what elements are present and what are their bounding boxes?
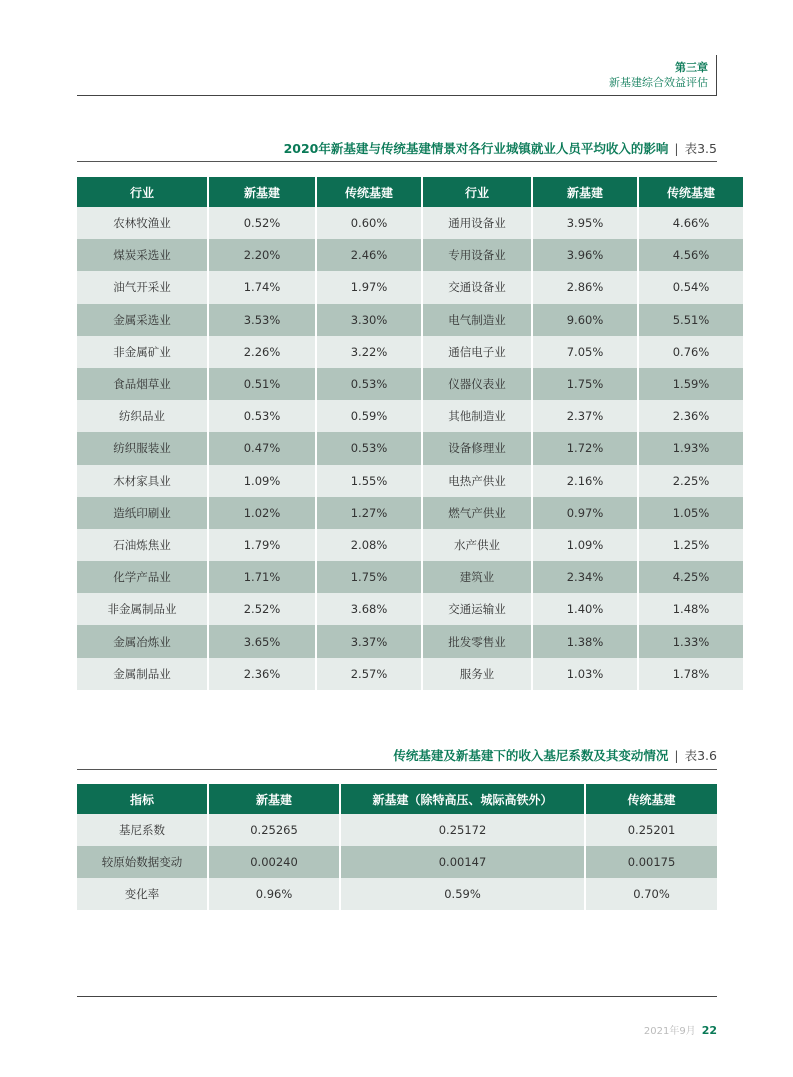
table1-cell: 2.08% (316, 529, 422, 561)
table2-cell: 0.00240 (208, 846, 340, 878)
table1-cell: 3.96% (532, 239, 638, 271)
table2-row (77, 814, 717, 846)
footer (644, 1022, 717, 1037)
table1-header-row (77, 177, 743, 207)
table1-cell: 0.54% (638, 271, 743, 303)
table2-col-header: 指标 (77, 784, 208, 814)
table1-cell: 金属采选业 (77, 304, 208, 336)
table1-cell: 2.20% (208, 239, 316, 271)
table2 (77, 784, 717, 910)
table1-cell: 0.53% (208, 400, 316, 432)
table1-cell: 批发零售业 (422, 625, 532, 657)
table1-cell: 纺织品业 (77, 400, 208, 432)
table1-cell: 1.74% (208, 271, 316, 303)
table1-col-header: 传统基建 (638, 177, 743, 207)
table2-row (77, 878, 717, 910)
table1-cell: 0.97% (532, 497, 638, 529)
table1-cell: 非金属制品业 (77, 593, 208, 625)
table1-cell: 7.05% (532, 336, 638, 368)
table2-number: 表3.6 (684, 748, 717, 763)
table1-cell: 3.68% (316, 593, 422, 625)
table1-cell: 4.66% (638, 207, 743, 239)
table1-cell: 电气制造业 (422, 304, 532, 336)
table1-col-header: 新基建 (208, 177, 316, 207)
table2-cell: 0.59% (340, 878, 585, 910)
table1-cell: 金属制品业 (77, 658, 208, 690)
table1-cell: 2.36% (208, 658, 316, 690)
table1-cell: 燃气产供业 (422, 497, 532, 529)
table1-cell: 1.75% (532, 368, 638, 400)
table1-cell: 水产供业 (422, 529, 532, 561)
table1-cell: 食品烟草业 (77, 368, 208, 400)
table2-cell: 0.70% (585, 878, 717, 910)
table1-cell: 1.72% (532, 432, 638, 464)
table2-title: 传统基建及新基建下的收入基尼系数及其变动情况 (393, 748, 669, 763)
table1-cell: 4.25% (638, 561, 743, 593)
table1-cell: 0.47% (208, 432, 316, 464)
table1-row (77, 400, 743, 432)
table1-row (77, 593, 743, 625)
header-vertical-bar (716, 55, 717, 95)
table1-caption-separator: | (674, 141, 679, 156)
table1-cell: 2.34% (532, 561, 638, 593)
table1-caption-rule (77, 161, 717, 162)
table1-cell: 0.60% (316, 207, 422, 239)
table1-cell: 3.30% (316, 304, 422, 336)
table1-cell: 1.38% (532, 625, 638, 657)
footer-date: 2021年9月 (643, 1026, 696, 1037)
table1-col-header: 行业 (77, 177, 208, 207)
table1-cell: 1.03% (532, 658, 638, 690)
table1-cell: 2.46% (316, 239, 422, 271)
table1-cell: 1.93% (638, 432, 743, 464)
table1-cell: 木材家具业 (77, 465, 208, 497)
table1-cell: 3.65% (208, 625, 316, 657)
table1-cell: 1.59% (638, 368, 743, 400)
table1-cell: 2.37% (532, 400, 638, 432)
page-number: 22 (701, 1024, 717, 1037)
table1-row (77, 239, 743, 271)
table1-cell: 0.51% (208, 368, 316, 400)
table1-cell: 石油炼焦业 (77, 529, 208, 561)
table1-col-header: 传统基建 (316, 177, 422, 207)
header-rule (77, 95, 717, 96)
table1-cell: 4.56% (638, 239, 743, 271)
table1-cell: 2.57% (316, 658, 422, 690)
table1-cell: 5.51% (638, 304, 743, 336)
chapter-label: 第三章 (675, 61, 708, 74)
table1-cell: 金属冶炼业 (77, 625, 208, 657)
table1-cell: 1.33% (638, 625, 743, 657)
table1-cell: 3.22% (316, 336, 422, 368)
table1-cell: 油气开采业 (77, 271, 208, 303)
chapter-subtitle: 新基建综合效益评估 (609, 76, 708, 89)
table2-cell: 0.00147 (340, 846, 585, 878)
table1-cell: 交通设备业 (422, 271, 532, 303)
table1-cell: 设备修理业 (422, 432, 532, 464)
table1-cell: 0.76% (638, 336, 743, 368)
table1-cell: 仪器仪表业 (422, 368, 532, 400)
table1-cell: 通信电子业 (422, 336, 532, 368)
table1-col-header: 行业 (422, 177, 532, 207)
table2-caption-rule (77, 769, 717, 770)
table1-row (77, 497, 743, 529)
table1-cell: 化学产品业 (77, 561, 208, 593)
table1-cell: 通用设备业 (422, 207, 532, 239)
table2-col-header: 新基建（除特高压、城际高铁外） (340, 784, 585, 814)
table1-cell: 1.05% (638, 497, 743, 529)
table1-cell: 0.52% (208, 207, 316, 239)
table2-cell: 0.25172 (340, 814, 585, 846)
table1-cell: 其他制造业 (422, 400, 532, 432)
table1-cell: 3.53% (208, 304, 316, 336)
table1-cell: 2.52% (208, 593, 316, 625)
table1-title: 2020年新基建与传统基建情景对各行业城镇就业人员平均收入的影响 (283, 141, 669, 156)
table2-row (77, 846, 717, 878)
table1-cell: 交通运输业 (422, 593, 532, 625)
table1-cell: 1.09% (532, 529, 638, 561)
table1-cell: 电热产供业 (422, 465, 532, 497)
table1-cell: 1.78% (638, 658, 743, 690)
table1-cell: 1.25% (638, 529, 743, 561)
table1-row (77, 529, 743, 561)
table1-cell: 2.36% (638, 400, 743, 432)
table1-cell: 1.97% (316, 271, 422, 303)
table1-cell: 非金属矿业 (77, 336, 208, 368)
table2-col-header: 传统基建 (585, 784, 717, 814)
table1-cell: 0.59% (316, 400, 422, 432)
table1-cell: 造纸印刷业 (77, 497, 208, 529)
table1 (77, 177, 743, 690)
table1-cell: 专用设备业 (422, 239, 532, 271)
table1-cell: 1.40% (532, 593, 638, 625)
table1-cell: 1.75% (316, 561, 422, 593)
table1-row (77, 561, 743, 593)
table1-cell: 煤炭采选业 (77, 239, 208, 271)
table1-cell: 2.16% (532, 465, 638, 497)
table1-cell: 2.25% (638, 465, 743, 497)
table1-cell: 3.37% (316, 625, 422, 657)
table1-cell: 1.02% (208, 497, 316, 529)
table1-row (77, 432, 743, 464)
table1-row (77, 465, 743, 497)
table1-cell: 2.26% (208, 336, 316, 368)
table1-col-header: 新基建 (532, 177, 638, 207)
table1-cell: 0.53% (316, 368, 422, 400)
table1-row (77, 368, 743, 400)
table1-cell: 1.09% (208, 465, 316, 497)
table2-header-row (77, 784, 717, 814)
table1-row (77, 336, 743, 368)
table1-cell: 0.53% (316, 432, 422, 464)
table2-cell: 0.25201 (585, 814, 717, 846)
table1-cell: 1.55% (316, 465, 422, 497)
table1-number: 表3.5 (684, 141, 717, 156)
table1-caption (284, 139, 717, 157)
footer-rule (77, 996, 717, 997)
table1-row (77, 304, 743, 336)
table1-cell: 农林牧渔业 (77, 207, 208, 239)
table1-cell: 纺织服装业 (77, 432, 208, 464)
table2-cell: 0.96% (208, 878, 340, 910)
table2-cell: 0.25265 (208, 814, 340, 846)
table1-row (77, 271, 743, 303)
table2-cell: 变化率 (77, 878, 208, 910)
table1-cell: 服务业 (422, 658, 532, 690)
table2-cell: 较原始数据变动 (77, 846, 208, 878)
table1-cell: 3.95% (532, 207, 638, 239)
table1-cell: 9.60% (532, 304, 638, 336)
table1-cell: 1.27% (316, 497, 422, 529)
table1-cell: 1.79% (208, 529, 316, 561)
table2-col-header: 新基建 (208, 784, 340, 814)
table1-cell: 1.48% (638, 593, 743, 625)
table1-cell: 2.86% (532, 271, 638, 303)
table1-cell: 建筑业 (422, 561, 532, 593)
table2-cell: 0.00175 (585, 846, 717, 878)
table1-cell: 1.71% (208, 561, 316, 593)
table1-row (77, 658, 743, 690)
table2-caption-separator: | (674, 748, 679, 763)
table1-row (77, 625, 743, 657)
table1-row (77, 207, 743, 239)
table2-cell: 基尼系数 (77, 814, 208, 846)
table2-caption (393, 746, 717, 764)
